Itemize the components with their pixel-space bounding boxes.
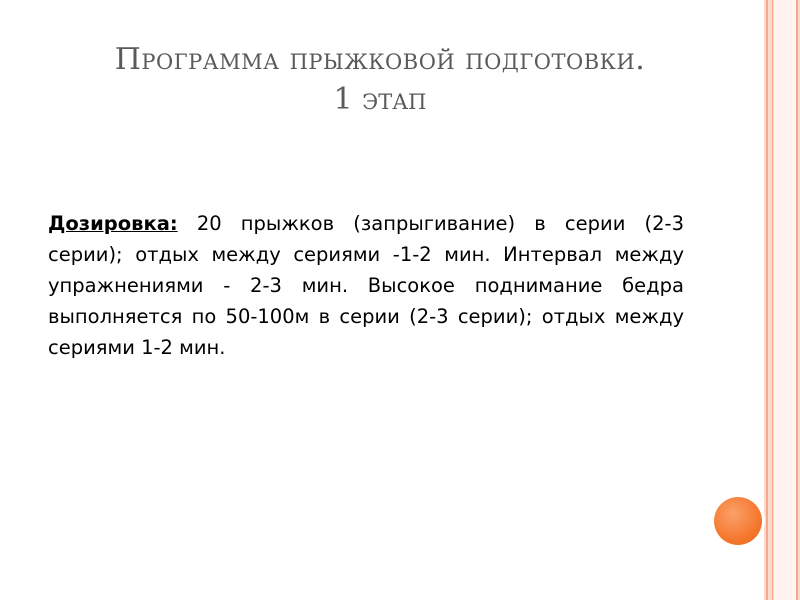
decorative-line bbox=[796, 0, 798, 600]
slide-body bbox=[48, 208, 684, 363]
decorative-line bbox=[772, 0, 773, 600]
slide-title bbox=[40, 40, 720, 120]
slide-title-line-1: Программа прыжковой подготовки. bbox=[114, 42, 646, 77]
dosage-text: 20 прыжков (запрыгивание) в серии (2-3 серии); отдых между сериями -1-2 мин. Интервал между упражнениями - 2-3 мин. Высокое поднимание бедра выполняется по 50-100м в серии (2-3 серии); отдых между сериями 1-2 мин. bbox=[48, 212, 684, 359]
decorative-side-bar-inner bbox=[774, 0, 796, 600]
slide-title-line-2: 1 этап bbox=[333, 82, 427, 117]
decorative-line bbox=[766, 0, 768, 600]
dosage-label: Дозировка: bbox=[48, 212, 178, 235]
decorative-circle-icon bbox=[714, 497, 762, 545]
